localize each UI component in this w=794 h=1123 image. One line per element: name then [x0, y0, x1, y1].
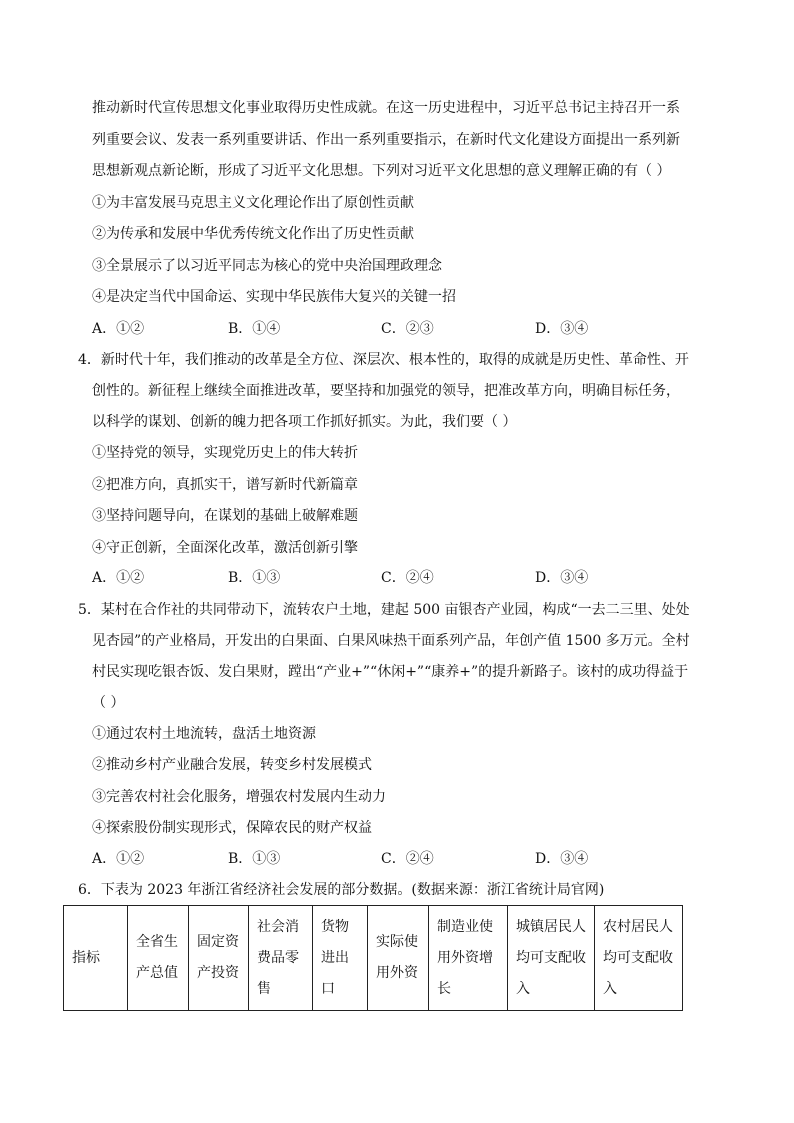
question-5-line-3: 村民实现吃银杏饭、发白果财，蹚出“产业+”“休闲+”“康养+”的提升新路子。该村的成功得益于: [92, 664, 689, 680]
question-5-option-b[interactable]: B．①③: [228, 851, 281, 867]
question-3-option-b[interactable]: B．①④: [228, 321, 281, 337]
question-5-option-a[interactable]: A．①②: [92, 851, 145, 867]
question-3-line-1: 推动新时代宣传思想文化事业取得历史性成就。在这一历史进程中，习近平总书记主持召开一系: [92, 100, 680, 116]
table-header-cell: 货物进出口: [313, 906, 368, 1011]
question-5-line-1: 5．某村在合作社的共同带动下，流转农户土地，建起 500 亩银杏产业园，构成“一去二三里、处处: [78, 602, 690, 618]
question-5-line-4: （ ）: [92, 695, 125, 711]
table-header-cell: 固定资产投资: [189, 906, 249, 1011]
table-header-cell: 指标: [64, 906, 128, 1011]
table-header-cell: 制造业使用外资增长: [429, 906, 508, 1011]
table-header-cell: 实际使用外资: [368, 906, 429, 1011]
table-header-row: [64, 906, 683, 1011]
question-5-option-c[interactable]: C．②④: [381, 851, 434, 867]
question-5-item-2: ②推动乡村产业融合发展，转变乡村发展模式: [92, 757, 372, 773]
question-4-option-d[interactable]: D．③④: [535, 570, 589, 586]
question-5-item-1: ①通过农村土地流转，盘活土地资源: [92, 726, 316, 742]
stats-table: [63, 905, 683, 1011]
question-3-option-d[interactable]: D．③④: [535, 321, 589, 337]
question-3-item-4: ④是决定当代中国命运、实现中华民族伟大复兴的关键一招: [92, 289, 456, 305]
question-4-item-1: ①坚持党的领导，实现党历史上的伟大转折: [92, 445, 358, 461]
table-header-cell: 社会消费品零售: [249, 906, 313, 1011]
question-3-item-2: ②为传承和发展中华优秀传统文化作出了历史性贡献: [92, 226, 414, 242]
question-3-option-c[interactable]: C．②③: [381, 321, 434, 337]
question-3-line-3: 思想新观点新论断，形成了习近平文化思想。下列对习近平文化思想的意义理解正确的有（ ）: [92, 163, 671, 179]
question-3-item-3: ③全景展示了以习近平同志为核心的党中央治国理政理念: [92, 258, 442, 274]
question-5-item-3: ③完善农村社会化服务，增强农村发展内生动力: [92, 789, 386, 805]
question-4-line-2: 创性的。新征程上继续全面推进改革，要坚持和加强党的领导，把准改革方向，明确目标任务，: [92, 383, 680, 399]
question-4-line-1: 4．新时代十年，我们推动的改革是全方位、深层次、根本性的，取得的成就是历史性、革命性、开: [78, 352, 689, 368]
question-4-item-3: ③坚持问题导向，在谋划的基础上破解难题: [92, 508, 358, 524]
question-6-line-1: 6．下表为 2023 年浙江省经济社会发展的部分数据。(数据来源：浙江省统计局官网): [78, 882, 605, 898]
question-4-option-c[interactable]: C．②④: [381, 570, 434, 586]
question-5-line-2: 见杏园”的产业格局，开发出的白果面、白果风味热干面系列产品，年创产值 1500 多万元。全村: [92, 633, 690, 649]
question-3-item-1: ①为丰富发展马克思主义文化理论作出了原创性贡献: [92, 195, 414, 211]
question-3-line-2: 列重要会议、发表一系列重要讲话、作出一系列重要指示，在新时代文化建设方面提出一系列新: [92, 132, 680, 148]
question-4-option-a[interactable]: A．①②: [92, 570, 145, 586]
table-header-cell: 全省生产总值: [128, 906, 189, 1011]
question-3-option-a[interactable]: A．①②: [92, 321, 145, 337]
question-4-option-b[interactable]: B．①③: [228, 570, 281, 586]
question-5-item-4: ④探索股份制实现形式，保障农民的财产权益: [92, 820, 372, 836]
question-4-item-4: ④守正创新，全面深化改革，激活创新引擎: [92, 540, 358, 556]
table-header-cell: 农村居民人均可支配收入: [595, 906, 683, 1011]
question-4-line-3: 以科学的谋划、创新的魄力把各项工作抓好抓实。为此，我们要（ ）: [92, 414, 517, 430]
question-5-option-d[interactable]: D．③④: [535, 851, 589, 867]
question-4-item-2: ②把准方向，真抓实干，谱写新时代新篇章: [92, 477, 358, 493]
table-header-cell: 城镇居民人均可支配收入: [508, 906, 595, 1011]
